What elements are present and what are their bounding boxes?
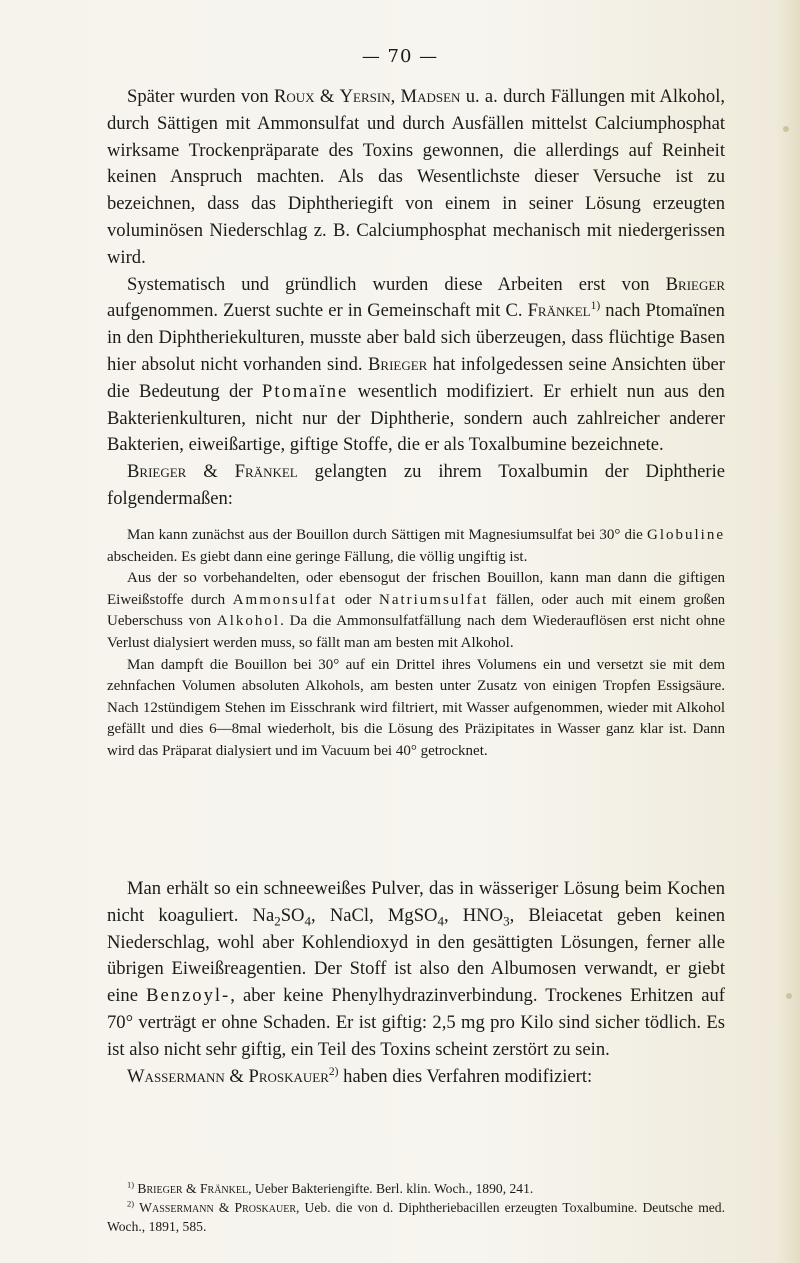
author-fraenkel: Fränkel — [527, 300, 591, 322]
method-paragraph-3: Man dampft die Bouillon bei 30° auf ein Drittel ihres Volumens ein und versetzt sie mit dem zehnfachen Volumen absoluten Alkohols, am besten unter Zusatz von einigen Tropfen Essigsäure. Nach 12stündigem Stehen im Eisschrank wird filtriert, mit Wasser aufgenommen, wieder mit Alkohol gefällt und dies 6—8mal wiederholt, bis die Lösung des Präzipitates in Wasser ganz klar ist. Dann wird das Präparat dialysiert und im Vacuum bei 40° getrocknet. — [107, 656, 725, 759]
method-block — [107, 525, 725, 763]
term-globuline: Globuline — [647, 527, 725, 543]
author-fraenkel-3: Fränkel — [234, 461, 298, 483]
method-paragraph-1: Man kann zunächst aus der Bouillon durch Sättigen mit Magnesiumsulfat bei 30° die Globuline abscheiden. Es giebt dann eine geringe Fällung, die völlig ungiftig ist. — [107, 527, 725, 565]
term-benzoyl: Benzoyl- — [146, 985, 231, 1007]
author-wassermann: Wassermann — [127, 1065, 225, 1087]
term-natriumsulfat: Natriumsulfat — [379, 591, 489, 608]
scan-mark — [783, 126, 789, 132]
author-roux: Roux — [274, 86, 315, 107]
author-brieger: Brieger — [665, 273, 725, 295]
paragraph-2: Systematisch und gründlich wurden diese Arbeiten erst von Brieger aufgenommen. Zuerst suchte er in Gemeinschaft mit C. Fränkel$^{1)}$ nach Ptomaïnen in den Diphtheriekulturen, musste aber bald sich überzeugen, dass flüchtige Basen hier absolut nicht vorhanden sind. Brieger hat infolgedessen seine Ansichten über die Bedeutung der Ptomaïne wesentlich modifiziert. Er erhielt nun aus den Bakterienkulturen, nicht nur der Diphtherie, sondern auch zahlreicher anderer Bakterien, eiweißartige, giftige Stoffe, die er als Toxalbumine bezeichnete. — [107, 273, 725, 456]
paragraph-4: Man erhält so ein schneeweißes Pulver, das in wässeriger Lösung beim Kochen nicht koaguliert. $Na_2SO_4$, NaCl, MgSO$_4$, $HNO_3$, Bleiacetat geben keinen Niederschlag, wohl aber Kohlendioxyd in den gesättigten Lösungen, ferner alle übrigen Eiweißreagentien. Der Stoff ist also den Albumosen verwandt, er giebt eine Benzoyl-, aber keine Phenylhydrazinverbindung. Trockenes Erhitzen auf 70° verträgt er ohne Schaden. Er ist giftig: 2,5 mg pro Kilo sind sicher tödlich. Es ist also nicht sehr giftig, ein Teil des Toxins scheint zerstört zu sein. — [107, 878, 725, 1060]
footnotes — [107, 1179, 725, 1236]
paragraph-3: Brieger & Fränkel gelangten zu ihrem Toxalbumin der Diphtherie folgendermaßen: — [107, 461, 725, 509]
footnote-1: $^{1)}$ Brieger & Fränkel, Ueber Bakteriengifte. Berl. klin. Woch., 1890, 241. — [127, 1179, 534, 1196]
method-paragraph-2: Aus der so vorbehandelten, oder ebensogut der frischen Bouillon, kann man dann die giftigen Eiweißstoffe durch Ammonsulfat oder Natriumsulfat fällen, oder auch mit einem großen Ueberschuss von Alkohol. Da die Ammonsulfatfällung nach dem Wiederauflösen erst nicht ohne Verlust dialysiert werden muss, so fällt man am besten mit Alkohol. — [107, 570, 726, 651]
author-proskauer: Proskauer — [248, 1065, 329, 1087]
scan-mark — [786, 993, 792, 999]
footnote-2: $^{2)}$ Wassermann & Proskauer, Ueb. die von d. Diphtheriebacillen erzeugten Toxalbumine. Deutsche med. Woch., 1891, 585. — [107, 1198, 726, 1234]
page-number: — 70 — — [361, 46, 439, 67]
body-block-1 — [107, 84, 725, 513]
author-madsen: Madsen — [400, 86, 461, 107]
term-ptomaine: Ptomaïne — [262, 380, 349, 402]
term-alkohol: Alkohol — [216, 613, 281, 630]
author-brieger-3: Brieger — [127, 461, 187, 483]
body-block-2 — [107, 876, 725, 1090]
author-brieger-2: Brieger — [368, 353, 428, 375]
footnote-ref-1: 1) — [590, 300, 601, 313]
footnote-ref-2: 2) — [328, 1065, 339, 1078]
author-yersin: Yersin — [339, 86, 391, 107]
paragraph-5: Wassermann & Proskauer$^{2)}$ haben dies Verfahren modifiziert: — [127, 1065, 593, 1087]
paragraph-1: Später wurden von Roux & Yersin, Madsen u. a. durch Fällungen mit Alkohol, durch Sättigen mit Ammonsulfat und durch Ausfällen mittelst Calciumphosphat wirksame Trockenpräparate des Toxins gewonnen, die allerdings auf Reinheit keinen Anspruch machten. Als das Wesentlichste dieser Versuche ist zu bezeichnen, dass das Diphtheriegift von einem in seiner Lösung erzeugten voluminösen Niederschlag z. B. Calciumphosphat mechanisch mit niedergerissen wird. — [107, 86, 726, 268]
term-ammonsulfat: Ammonsulfat — [232, 591, 338, 608]
